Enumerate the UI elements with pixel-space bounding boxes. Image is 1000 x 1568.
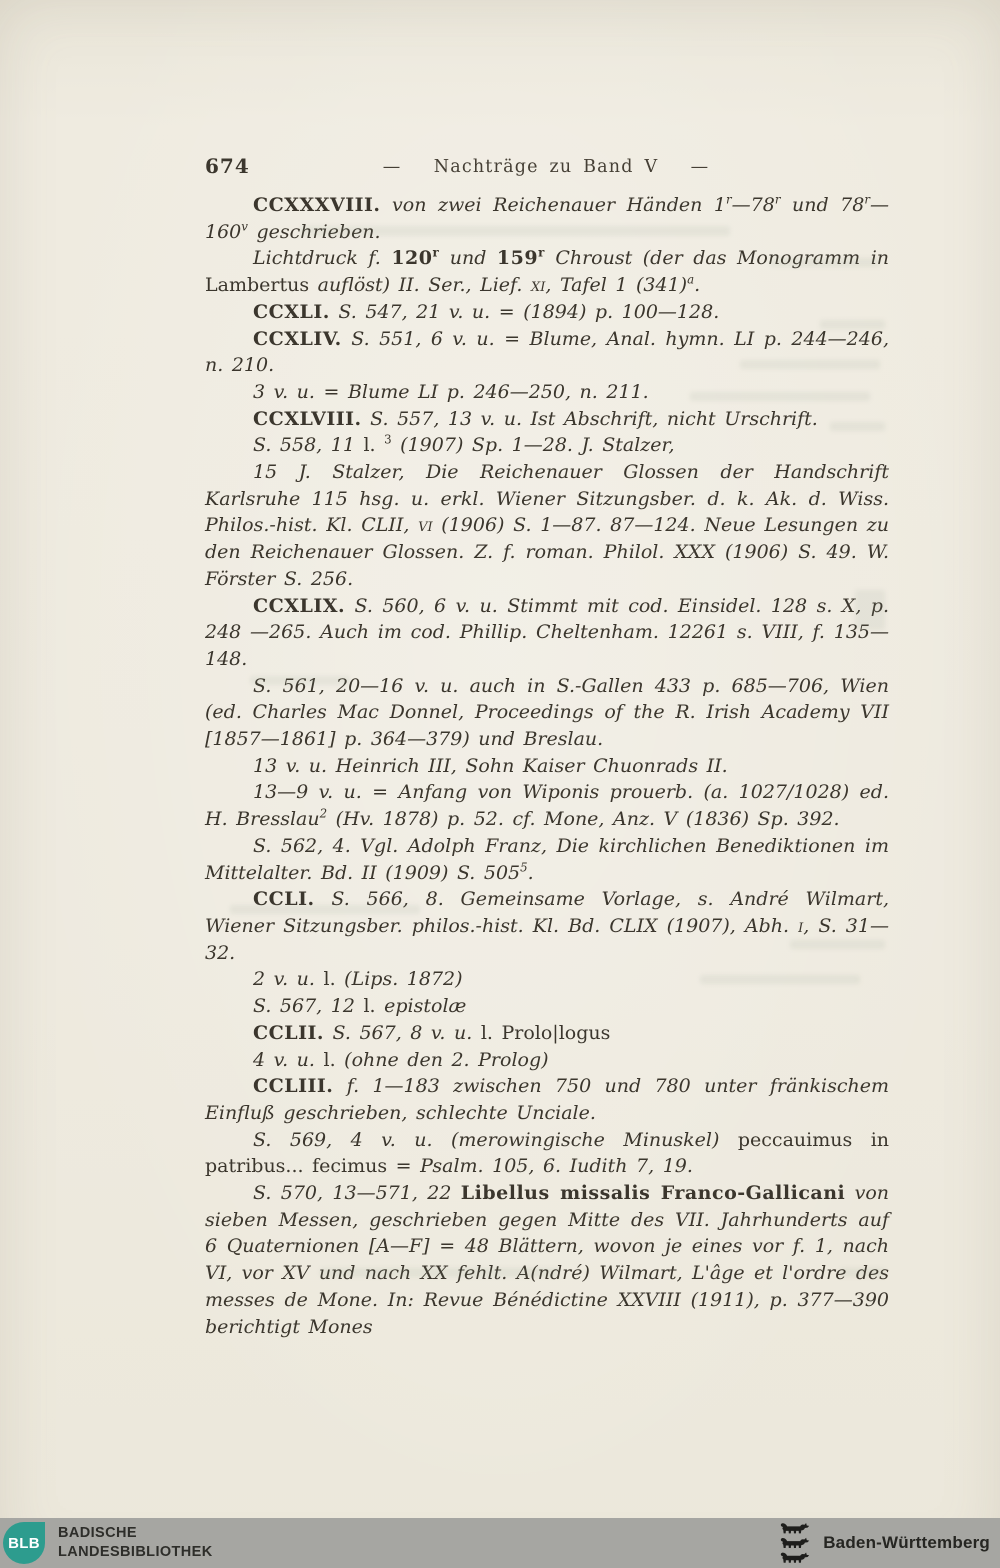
text-run: vi [418,514,433,537]
text-run: CCXLVIII. [253,407,362,430]
bleedthrough-artifact [820,320,885,329]
text-run: Lambertus [205,274,310,297]
text-run: 3 [384,433,392,447]
text-run: 13 v. u. Heinrich III, Sohn Kaiser Chuonrads II. [253,754,728,777]
text-run: und 78 [780,194,865,216]
text-run: a [687,272,695,287]
library-name-line1: BADISCHE [58,1525,137,1541]
text-run: S. 562, 4. Vgl. Adolph Franz, Die kirchlichen Benediktionen im Mittelalter. Bd. II (1909) S. 505 [205,834,889,884]
text-run: 13—9 v. u. = Anfang von Wiponis prouerb. (a. 1027/1028) ed. H. Bresslau [205,781,889,831]
blb-logo-label: BLB [8,1534,40,1552]
text-run: Chroust (der das Monogramm in [544,247,890,270]
bleedthrough-artifact [840,1268,885,1277]
paragraph [205,753,889,780]
bleedthrough-artifact [700,975,860,984]
text-run: S. 560, 6 v. u. Stimmt mit cod. Einsidel. 128 s. X, p. 248 —265. Auch im cod. Phillip. Cheltenham. 12261 s. VIII, f. 135—148. [205,594,889,670]
text-run: r [774,192,781,207]
text-run: r [864,192,870,207]
bleedthrough-artifact [250,676,350,685]
paragraph [205,1180,889,1340]
text-run: CCXXXVIII. [253,194,381,216]
text-run: . [527,861,534,884]
bleedthrough-artifact [830,422,885,431]
text-run: xi [530,274,546,297]
text-run: = Psalm. 105, 6. Iudith 7, 19. [387,1155,693,1178]
paragraph [205,1127,889,1180]
text-run: S. 558, 11 [253,434,364,457]
text-run: 2 [319,806,328,821]
paragraph [205,1047,889,1074]
text-run: Libellus missalis Franco-Gallicani [460,1182,846,1205]
page-number: 674 [205,154,250,178]
paragraph [205,993,889,1020]
text-run: 4 v. u. [253,1048,324,1071]
blb-logo [3,1522,45,1564]
bleedthrough-artifact [300,226,730,236]
text-run: S. 567, 12 [253,995,364,1018]
text-run: l. [363,434,385,457]
text-run: S. 567, 8 v. u. [324,1021,481,1044]
text-run: S. 569, 4 v. u. (merowingische Minuskel) [253,1128,738,1151]
text-run: CCLIII. [253,1075,334,1098]
text-run: 159 [496,247,539,270]
text-run: 2 v. u. [253,968,324,991]
text-run: von zwei Reichenauer Händen 1 [380,194,726,216]
text-run: geschrieben. [247,220,381,243]
baden-wuerttemberg-coat-of-arms-icon [778,1522,812,1564]
paragraph [205,779,889,832]
text-run: CCXLIV. [253,327,342,350]
text-run: v [241,219,248,234]
paragraph [205,432,889,459]
paragraph [205,326,889,379]
state-branding [778,1522,1000,1564]
bleedthrough-artifact [690,392,870,401]
text-run: S. 557, 13 v. u. Ist Abschrift, nicht Urschrift. [361,407,818,430]
text-run: r [538,246,545,261]
bleedthrough-artifact [790,940,885,949]
text-run: —78 [731,194,775,216]
paragraph [205,886,889,966]
text-run: l. [323,968,336,991]
text-run: S. 566, 8. Gemeinsame Vorlage, s. André Wilmart, Wiener Sitzungsber. philos.-hist. Kl. Bd. CLIX (1907), Abh. [205,888,889,937]
text-run: (1906) S. 1—87. 87—124. Neue Lesungen zu den Reichenauer Glossen. Z. f. roman. Philol. XXX (1906) S. 49. W. Förster S. 256. [205,514,889,590]
text-run: (1907) Sp. 1—28. J. Stalzer, [391,434,675,457]
text-run: peccauimus in patribus... fecimus [205,1128,890,1178]
text-run: CCXLIX. [253,594,346,617]
text-run: —160 [205,194,889,243]
text-run: . [694,274,701,297]
text-run: S. 551, 6 v. u. = Blume, Anal. hymn. LI p. 244—246, n. 210. [205,327,889,377]
text-run: auflöst) II. Ser., Lief. [309,274,531,297]
text-run: l. [323,1048,336,1071]
paragraph [205,299,889,326]
paragraph [205,459,889,593]
text-run: r [726,192,732,207]
text-run: , S. 31—32. [205,914,889,964]
paragraph [205,1020,889,1047]
bleedthrough-artifact [230,905,420,914]
bleedthrough-artifact [320,1268,560,1277]
text-run: Lichtdruck f. [253,247,392,270]
paragraph [205,1073,889,1126]
state-label: Baden-Württemberg [823,1533,990,1552]
text-run: 15 J. Stalzer, Die Reichenauer Glossen der Handschrift Karlsruhe 115 hsg. u. erkl. Wiener Sitzungsber. d. k. Ak. d. Wiss. Philos.-hist. Kl. CLII, [205,461,889,537]
paragraph [205,245,889,298]
bleedthrough-artifact [740,360,880,369]
text-run: epistolæ [375,995,467,1018]
paragraph [205,192,889,245]
text-run: i [798,914,804,937]
paragraph [205,833,889,886]
text-run: CCXLI. [253,300,330,323]
text-run: und [439,247,497,270]
text-run: 120 [391,247,433,270]
bleedthrough-artifact [855,590,885,630]
viewer-footer-bar [0,1518,1000,1568]
text-run: (Lips. 1872) [335,968,463,991]
text-run: 3 v. u. = Blume LI p. 246—250, n. 211. [253,380,649,403]
text-run: l. [363,995,376,1018]
text-run: l. Prolo|logus [480,1021,611,1044]
text-run: S. 570, 13—571, 22 [253,1182,461,1205]
bleedthrough-artifact [770,258,880,267]
text-run: f. 1—183 zwischen 750 und 780 unter fränkischem Einfluß geschrieben, schlechte Unciale. [205,1075,889,1124]
text-run: , Tafel 1 (341) [545,274,688,297]
library-branding [0,1522,213,1564]
library-name-line2: LANDESBIBLIOTHEK [58,1544,213,1560]
library-name [58,1524,213,1562]
text-run: S. 547, 21 v. u. = (1894) p. 100—128. [329,300,720,323]
text-run: (ohne den 2. Prolog) [335,1048,549,1071]
text-run: von sieben Messen, geschrieben gegen Mitte des VII. Jahrhunderts auf 6 Quaternionen [A—F] = 48 Blättern, wovon je eines vor f. 1, nach VI, vor XV und nach XX fehlt. A(ndré) Wilmart, L'âge et l'ordre des messes de Mone. In: Revue Bénédictine XXVIII (1911), p. 377—390 berichtigt Mones [205,1182,890,1338]
paragraph [205,406,889,433]
text-run: CCLII. [253,1021,324,1044]
text-run: S. 561, 20—16 v. u. auch in S.-Gallen 433 p. 685—706, Wien (ed. Charles Mac Donnel, Proceedings of the R. Irish Academy VII [1857—1861] p. 364—379) und Breslau. [205,674,889,751]
text-run: r [432,246,440,261]
text-run: (Hv. 1878) p. 52. cf. Mone, Anz. V (1836) Sp. 392. [327,808,840,831]
text-run: CCLI. [253,888,315,911]
text-run: 5 [520,860,528,875]
running-head: — Nachträge zu Band V — [382,157,710,177]
paragraph [205,593,889,673]
